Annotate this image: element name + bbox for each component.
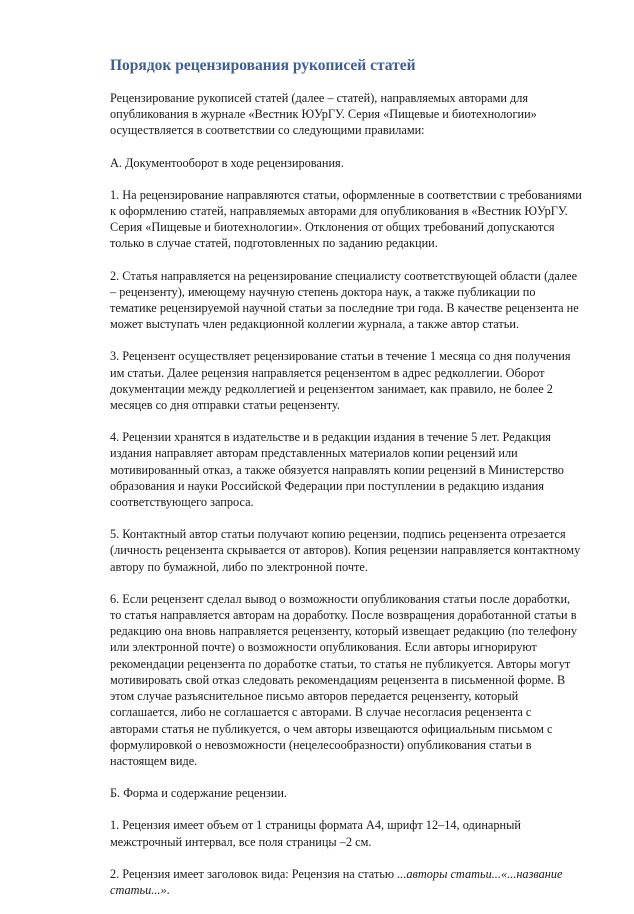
- section-a-item-1: 1. На рецензирование направляются статьи, оформленные в соответствии с требованиями к оформлению статей, направляемых авторами для опубликования в «Вестник ЮУрГУ. Серия «Пищевые и биотехнологии». Отклонения от общих требований допускаются только в случае статей, подготовленных по заданию редакции.: [110, 187, 582, 251]
- document-content: [110, 56, 582, 914]
- section-b-item-2-suffix: .: [166, 882, 170, 897]
- section-b-item-2-prefix: 2. Рецензия имеет заголовок вида: Рецензия на статью: [110, 866, 398, 881]
- section-a-item-5: 5. Контактный автор статьи получают копию рецензии, подпись рецензента отрезается (личность рецензента скрывается от авторов). Копия рецензии направляется контактному автору по бумажной, либо по электронной почте.: [110, 527, 581, 574]
- section-a-item-4: 4. Рецензии хранятся в издательстве и в редакции издания в течение 5 лет. Редакция издания направляет авторам представленных материалов копии рецензий или мотивированный отказ, а также обязуется направлять копии рецензий в Министерство образования и науки Российской Федерации при поступлении в редакцию издания соответствующего запроса.: [110, 430, 564, 510]
- section-a-item-6: 6. Если рецензент сделал вывод о возможности опубликования статьи после доработки, то статья направляется авторам на доработку. После возвращения доработанной статьи в редакцию она вновь направляется рецензенту, который извещает редакцию (по телефону или электронной почте) о возможности опубликования. Если авторы игнорируют рекомендации рецензента по доработке статьи, то статья не публикуется. Авторы могут мотивировать свой отказ следовать рекомендациям рецензента в письменной форме. В этом случае разъяснительное письмо авторов передается рецензенту, который соглашается, либо не соглашается с авторами. В случае несогласия рецензента с авторами статья не публикуется, о чем авторы извещаются официальным письмом с формулировкой о невозможности (нецелесообразности) опубликования статьи в настоящем виде.: [110, 591, 578, 768]
- section-a-item-3: 3. Рецензент осуществляет рецензирование статьи в течение 1 месяца со дня получения им статьи. Далее рецензия направляется рецензентом в адрес редколлегии. Оборот документации между редколлегией и рецензентом занимает, как правило, не более 2 месяцев со дня отправки статьи рецензенту.: [110, 349, 571, 413]
- section-a-item-2: 2. Статья направляется на рецензирование специалисту соответствующей области (далее – рецензенту), имеющему научную степень доктора наук, а также публикации по тематике рецензируемой научной статьи за последние три года. В качестве рецензента не может выступать член редакционной коллегии журнала, а также автор статьи.: [110, 268, 579, 332]
- section-a-heading: А. Документооборот в ходе рецензирования.: [110, 155, 344, 170]
- section-b-item-2: [110, 866, 582, 898]
- intro-paragraph: Рецензирование рукописей статей (далее – статей), направляемых авторами для опубликования в журнале «Вестник ЮУрГУ. Серия «Пищевые и биотехнологии» осуществляется в соответствии со следующими правилами:: [110, 91, 537, 138]
- document-title: Порядок рецензирования рукописей статей: [110, 57, 416, 74]
- section-b-heading: Б. Форма и содержание рецензии.: [110, 786, 288, 801]
- section-b-item-1: 1. Рецензия имеет объем от 1 страницы формата А4, шрифт 12–14, одинарный межстрочный интервал, все поля страницы –2 см.: [110, 818, 521, 849]
- section-b-item-2-italic: ...авторы статьи...«...название статьи...»: [110, 866, 563, 897]
